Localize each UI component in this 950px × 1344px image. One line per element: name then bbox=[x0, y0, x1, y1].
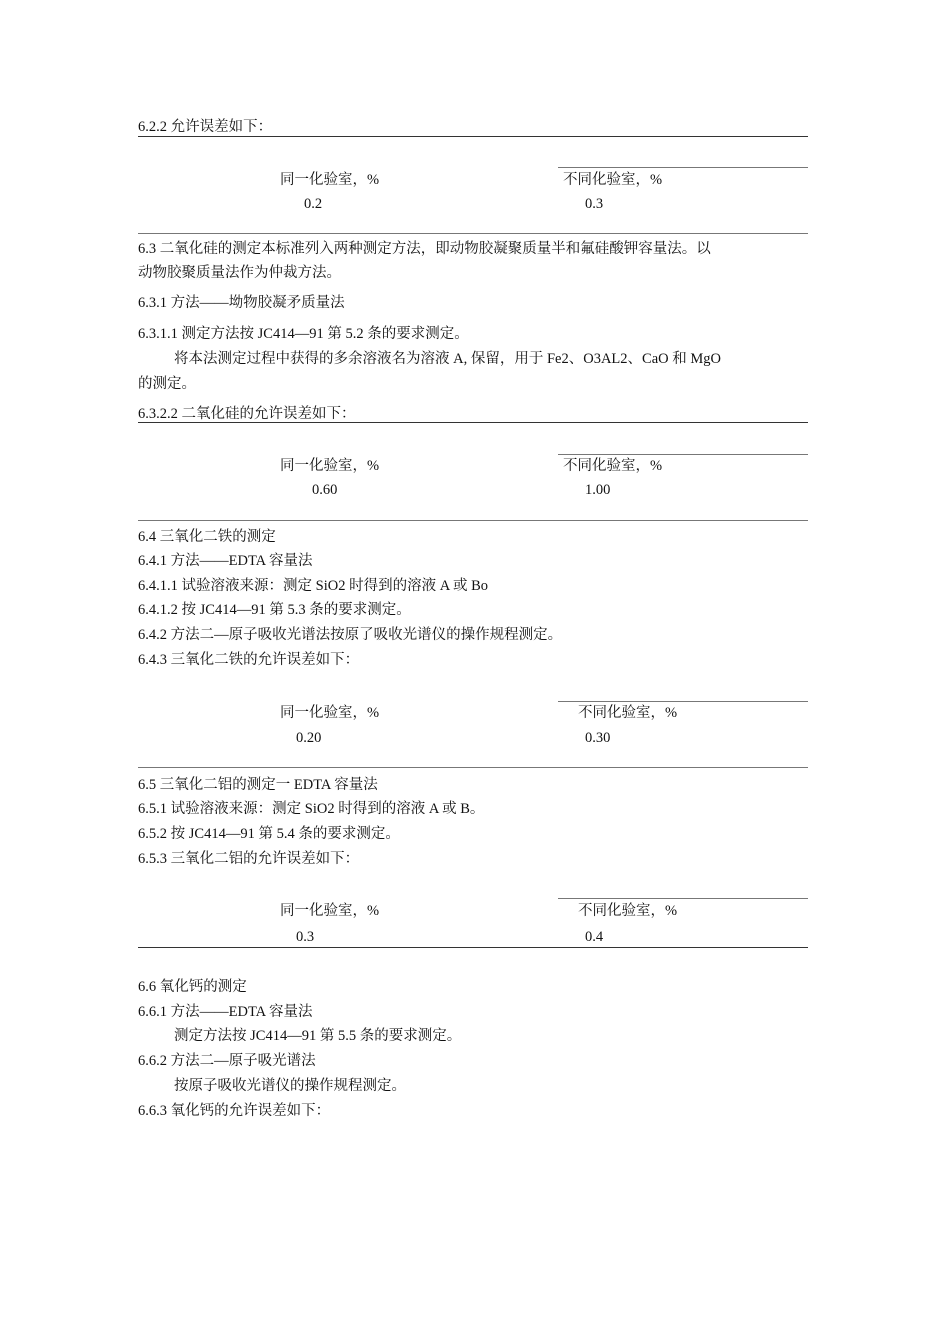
heading-6-3-2-2: 6.3.2.2 二氧化硅的允许误差如下： bbox=[138, 406, 356, 422]
table-bottom-rule bbox=[138, 947, 808, 948]
col-diff-lab: 不同化验室，% bbox=[563, 172, 663, 188]
para-6-4-2: 6.4.2 方法二—原子吸收光谱法按原了吸收光谱仪的操作规程测定。 bbox=[138, 627, 563, 643]
heading-6-5: 6.5 三氧化二铝的测定一 EDTA 容量法 bbox=[138, 777, 378, 793]
heading-6-6-1: 6.6.1 方法——EDTA 容量法 bbox=[138, 1004, 313, 1020]
heading-6-6-2: 6.6.2 方法二—原子吸光谱法 bbox=[138, 1053, 316, 1069]
para-6-6-2-body: 按原子吸收光谱仪的操作规程测定。 bbox=[174, 1078, 406, 1094]
col-same-lab: 同一化验室，% bbox=[280, 172, 380, 188]
value-diff-lab: 1.00 bbox=[585, 482, 611, 498]
para-6-3-line2: 动物胶聚质量法作为仲裁方法。 bbox=[138, 265, 341, 281]
heading-6-4-1: 6.4.1 方法——EDTA 容量法 bbox=[138, 553, 313, 569]
table-top-rule bbox=[138, 422, 808, 423]
para-6-4-1-1: 6.4.1.1 试验溶液来源：测定 SiO2 时得到的溶液 A 或 Bo bbox=[138, 578, 489, 594]
heading-6-6-3: 6.6.3 氧化钙的允许误差如下： bbox=[138, 1103, 331, 1119]
note-line2: 的测定。 bbox=[138, 376, 196, 392]
col-diff-lab: 不同化验室，% bbox=[578, 903, 678, 919]
table-header-rule bbox=[558, 454, 808, 455]
para-6-3-1-1: 6.3.1.1 测定方法按 JC414—91 第 5.2 条的要求测定。 bbox=[138, 326, 469, 342]
heading-6-3-1: 6.3.1 方法——坳物胶凝矛质量法 bbox=[138, 295, 345, 311]
heading-6-2-2: 6.2.2 允许误差如下： bbox=[138, 119, 273, 135]
table-bottom-rule bbox=[138, 520, 808, 521]
heading-6-6: 6.6 氧化钙的测定 bbox=[138, 979, 247, 995]
value-same-lab: 0.20 bbox=[296, 730, 322, 746]
value-same-lab: 0.60 bbox=[312, 482, 338, 498]
col-diff-lab: 不同化验室，% bbox=[578, 705, 678, 721]
table-bottom-rule bbox=[138, 233, 808, 234]
para-6-5-2: 6.5.2 按 JC414—91 第 5.4 条的要求测定。 bbox=[138, 826, 400, 842]
table-header-rule bbox=[558, 167, 808, 168]
col-same-lab: 同一化验室，% bbox=[280, 458, 380, 474]
table-top-rule bbox=[138, 136, 808, 137]
para-6-3-line1: 6.3 二氧化硅的测定本标准列入两种测定方法，即动物胶凝聚质量半和氟硅酸钾容量法。以 bbox=[138, 241, 711, 257]
table-header-rule bbox=[558, 898, 808, 899]
col-same-lab: 同一化验室，% bbox=[280, 705, 380, 721]
col-same-lab: 同一化验室，% bbox=[280, 903, 380, 919]
value-diff-lab: 0.3 bbox=[585, 196, 604, 212]
value-same-lab: 0.2 bbox=[304, 196, 323, 212]
para-6-5-1: 6.5.1 试验溶液来源：测定 SiO2 时得到的溶液 A 或 B。 bbox=[138, 801, 485, 817]
para-6-6-1-body: 测定方法按 JC414—91 第 5.5 条的要求测定。 bbox=[174, 1028, 462, 1044]
note-line1: 将本法测定过程中获得的多余溶液名为溶液 A, 保留，用于 Fe2、O3AL2、CaO 和 MgO bbox=[174, 351, 721, 367]
heading-6-5-3: 6.5.3 三氧化二铝的允许误差如下： bbox=[138, 851, 360, 867]
value-diff-lab: 0.30 bbox=[585, 730, 611, 746]
heading-6-4: 6.4 三氧化二铁的测定 bbox=[138, 529, 276, 545]
heading-6-4-3: 6.4.3 三氧化二铁的允许误差如下： bbox=[138, 652, 360, 668]
col-diff-lab: 不同化验室，% bbox=[563, 458, 663, 474]
para-6-4-1-2: 6.4.1.2 按 JC414—91 第 5.3 条的要求测定。 bbox=[138, 602, 411, 618]
table-header-rule bbox=[558, 701, 808, 702]
value-diff-lab: 0.4 bbox=[585, 929, 604, 945]
value-same-lab: 0.3 bbox=[296, 929, 315, 945]
table-bottom-rule bbox=[138, 767, 808, 768]
